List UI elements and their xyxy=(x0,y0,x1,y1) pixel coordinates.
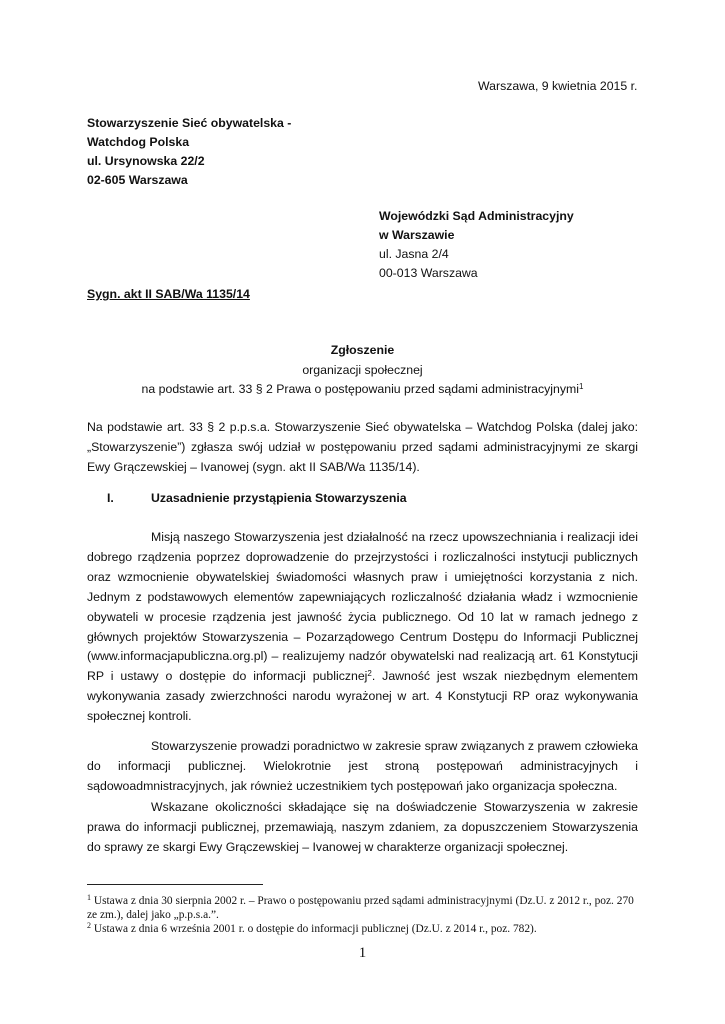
legal-basis-text: na podstawie art. 33 § 2 Prawa o postępowaniu przed sądami administracyjnymi xyxy=(141,382,579,396)
section-number: I. xyxy=(107,491,114,505)
footnote-divider xyxy=(87,884,263,885)
case-reference: Sygn. akt II SAB/Wa 1135/14 xyxy=(87,287,250,301)
paragraph-mission-text-end: . Jawność jest wszak niezbędnym elementem wykonywania zasady zwierzchności narodu wyrażonej w art. 4 Konstytucji RP oraz wykonywania społecznej kontroli. xyxy=(87,669,639,724)
paragraph-conclusion: Wskazane okoliczności składające się na doświadczenie Stowarzyszenia w zakresie prawa do informacji publicznej, przemawiają, naszym zdaniem, za dopuszczeniem Stowarzyszenia do sprawy ze skargi Ewy Grączewskiej – Ivanowej w charakterze organizacji społecznej. xyxy=(87,800,638,854)
date-line: Warszawa, 9 kwietnia 2015 r. xyxy=(478,79,638,93)
footnote-1-text: Ustawa z dnia 30 sierpnia 2002 r. – Prawo o postępowaniu przed sądami administracyjnymi (Dz.U. z 2012 r., poz. 270 ze zm.), dalej jako „p.p.s.a.”. xyxy=(87,895,634,921)
recipient-court-name: Wojewódzki Sąd Administracyjny xyxy=(379,209,574,223)
document-subtitle: organizacji społecznej xyxy=(302,362,423,377)
recipient-court-city: w Warszawie xyxy=(379,228,455,242)
sender-address xyxy=(87,114,291,190)
footnote-2 xyxy=(87,922,642,936)
section-heading: Uzasadnienie przystąpienia Stowarzyszenia xyxy=(151,491,407,505)
paragraph-mission-text: Misją naszego Stowarzyszenia jest działalność na rzecz upowszechniania i realizacji idei dobrego rządzenia poprzez doprowadzenie do przejrzystości i rozliczalności instytucji publicznych oraz wzmocnienie obywatelskiej świadomości własnych praw i umiejętności korzystania z nich. Jednym z podstawowych elementów zapewniających rozliczalność działania władz i wzmocnienie obywateli w procesie rządzenia jest jawność życia publicznego. Od 10 lat w ramach jednego z głównych projektów Stowarzyszenia – Pozarządowego Centrum Dostępu do Informacji Publicznej (www.informacjapubliczna.org.pl) – realizujemy nadzór obywatelski nad realizacją art. 61 Konstytucji RP i ustawy o dostępie do informacji publicznej xyxy=(87,530,638,684)
document-title-block xyxy=(0,341,725,400)
sender-street: ul. Ursynowska 22/2 xyxy=(87,154,205,168)
paragraph-counselling: Stowarzyszenie prowadzi poradnictwo w zakresie spraw związanych z prawem człowieka do informacji publicznej. Wielokrotnie jest stroną postępowań administracyjnych i sądowoadmnistracyjnych, jak również uczestnikiem tych postępowań jako organizacja społeczna. xyxy=(87,739,638,793)
recipient-address xyxy=(379,207,574,283)
footnote-ref-1: 1 xyxy=(579,382,584,391)
paragraph-mission xyxy=(87,528,638,727)
footnote-2-text: Ustawa z dnia 6 września 2001 r. o dostępie do informacji publicznej (Dz.U. z 2014 r., poz. 782). xyxy=(91,923,537,935)
recipient-street: ul. Jasna 2/4 xyxy=(379,247,449,261)
page-number: 1 xyxy=(358,945,367,961)
sender-name-line1: Stowarzyszenie Sieć obywatelska - xyxy=(87,116,292,130)
document-legal-basis xyxy=(0,380,725,400)
footnote-1-number: 1 xyxy=(87,893,91,902)
footnote-ref-2: 2 xyxy=(367,669,372,679)
sender-city: 02-605 Warszawa xyxy=(87,173,188,187)
intro-paragraph: Na podstawie art. 33 § 2 p.p.s.a. Stowarzyszenie Sieć obywatelska – Watchdog Polska (dalej jako: „Stowarzyszenie”) zgłasza swój udział w postępowaniu przed sądami administracyjnymi ze skargi Ewy Grączewskiej – Ivanowej (sygn. akt II SAB/Wa 1135/14). xyxy=(87,420,638,474)
footnote-1 xyxy=(87,894,642,922)
footnote-2-number: 2 xyxy=(87,921,91,930)
sender-name-line2: Watchdog Polska xyxy=(87,135,190,149)
document-title: Zgłoszenie xyxy=(330,343,395,357)
recipient-city: 00-013 Warszawa xyxy=(379,266,478,280)
